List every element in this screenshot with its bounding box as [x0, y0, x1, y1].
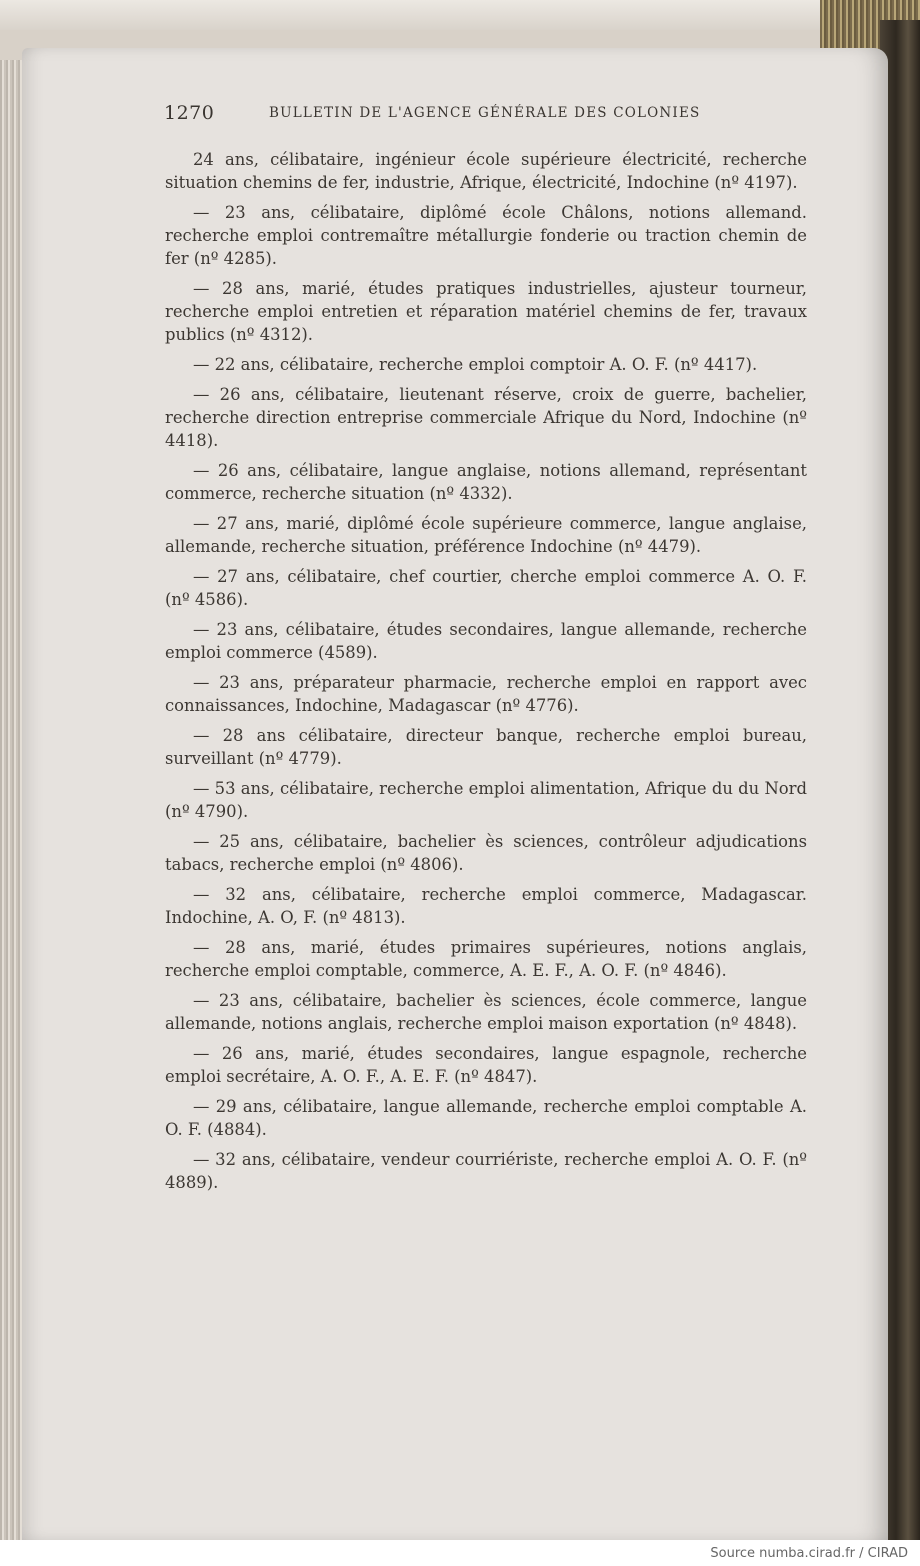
listing-entry: — 25 ans, célibataire, bachelier ès sciences, contrôleur adjudications tabacs, recherche emploi (nº 4806).: [165, 832, 807, 874]
job-seeker-listings: [165, 148, 807, 1201]
listing-entry: — 22 ans, célibataire, recherche emploi comptoir A. O. F. (nº 4417).: [193, 355, 758, 374]
listing-entry: — 26 ans, célibataire, lieutenant réserve, croix de guerre, bachelier, recherche direction entreprise commerciale Afrique du Nord, Indochine (nº 4418).: [165, 385, 807, 450]
listing-entry: — 28 ans, marié, études pratiques industrielles, ajusteur tourneur, recherche emploi entretien et réparation matériel chemins de fer, travaux publics (nº 4312).: [165, 279, 807, 344]
running-title: BULLETIN DE L'AGENCE GÉNÉRALE DES COLONIES: [269, 105, 701, 121]
listing-entry: — 32 ans, célibataire, vendeur courriériste, recherche emploi A. O. F. (nº 4889).: [165, 1150, 807, 1192]
source-credit: Source numba.cirad.fr / CIRAD: [710, 1546, 908, 1561]
listing-entry: — 32 ans, célibataire, recherche emploi commerce, Madagascar. Indochine, A. O, F. (nº 4813).: [165, 885, 807, 927]
listing-entry: — 23 ans, célibataire, diplômé école Châlons, notions allemand. recherche emploi contremaître métallurgie fonderie ou traction chemin de fer (nº 4285).: [165, 203, 807, 268]
listing-entry: — 27 ans, marié, diplômé école supérieure commerce, langue anglaise, allemande, recherche situation, préférence Indochine (nº 4479).: [165, 514, 807, 556]
listing-entry: — 29 ans, célibataire, langue allemande, recherche emploi comptable A. O. F. (4884).: [165, 1097, 807, 1139]
listing-entry: — 23 ans, célibataire, études secondaires, langue allemande, recherche emploi commerce (4589).: [165, 620, 807, 662]
book-top-edge: [0, 0, 920, 30]
listing-entry: — 23 ans, célibataire, bachelier ès sciences, école commerce, langue allemande, notions anglais, recherche emploi maison exportation (nº 4848).: [165, 991, 807, 1033]
running-head: [164, 102, 764, 124]
listing-entry: — 27 ans, célibataire, chef courtier, cherche emploi commerce A. O. F. (nº 4586).: [165, 567, 807, 609]
listing-entry: — 28 ans, marié, études primaires supérieures, notions anglais, recherche emploi comptable, commerce, A. E. F., A. O. F. (nº 4846).: [165, 938, 807, 980]
listing-entry: — 26 ans, marié, études secondaires, langue espagnole, recherche emploi secrétaire, A. O. F., A. E. F. (nº 4847).: [165, 1044, 807, 1086]
listing-entry: — 53 ans, célibataire, recherche emploi alimentation, Afrique du du Nord (nº 4790).: [165, 779, 807, 821]
page-number: 1270: [164, 102, 215, 124]
listing-entry: — 23 ans, préparateur pharmacie, recherche emploi en rapport avec connaissances, Indochine, Madagascar (nº 4776).: [165, 673, 807, 715]
listing-entry: 24 ans, célibataire, ingénieur école supérieure électricité, recherche situation chemins de fer, industrie, Afrique, électricité, Indochine (nº 4197).: [165, 150, 807, 192]
listing-entry: — 28 ans célibataire, directeur banque, recherche emploi bureau, surveillant (nº 4779).: [165, 726, 807, 768]
listing-entry: — 26 ans, célibataire, langue anglaise, notions allemand, représentant commerce, recherche situation (nº 4332).: [165, 461, 807, 503]
